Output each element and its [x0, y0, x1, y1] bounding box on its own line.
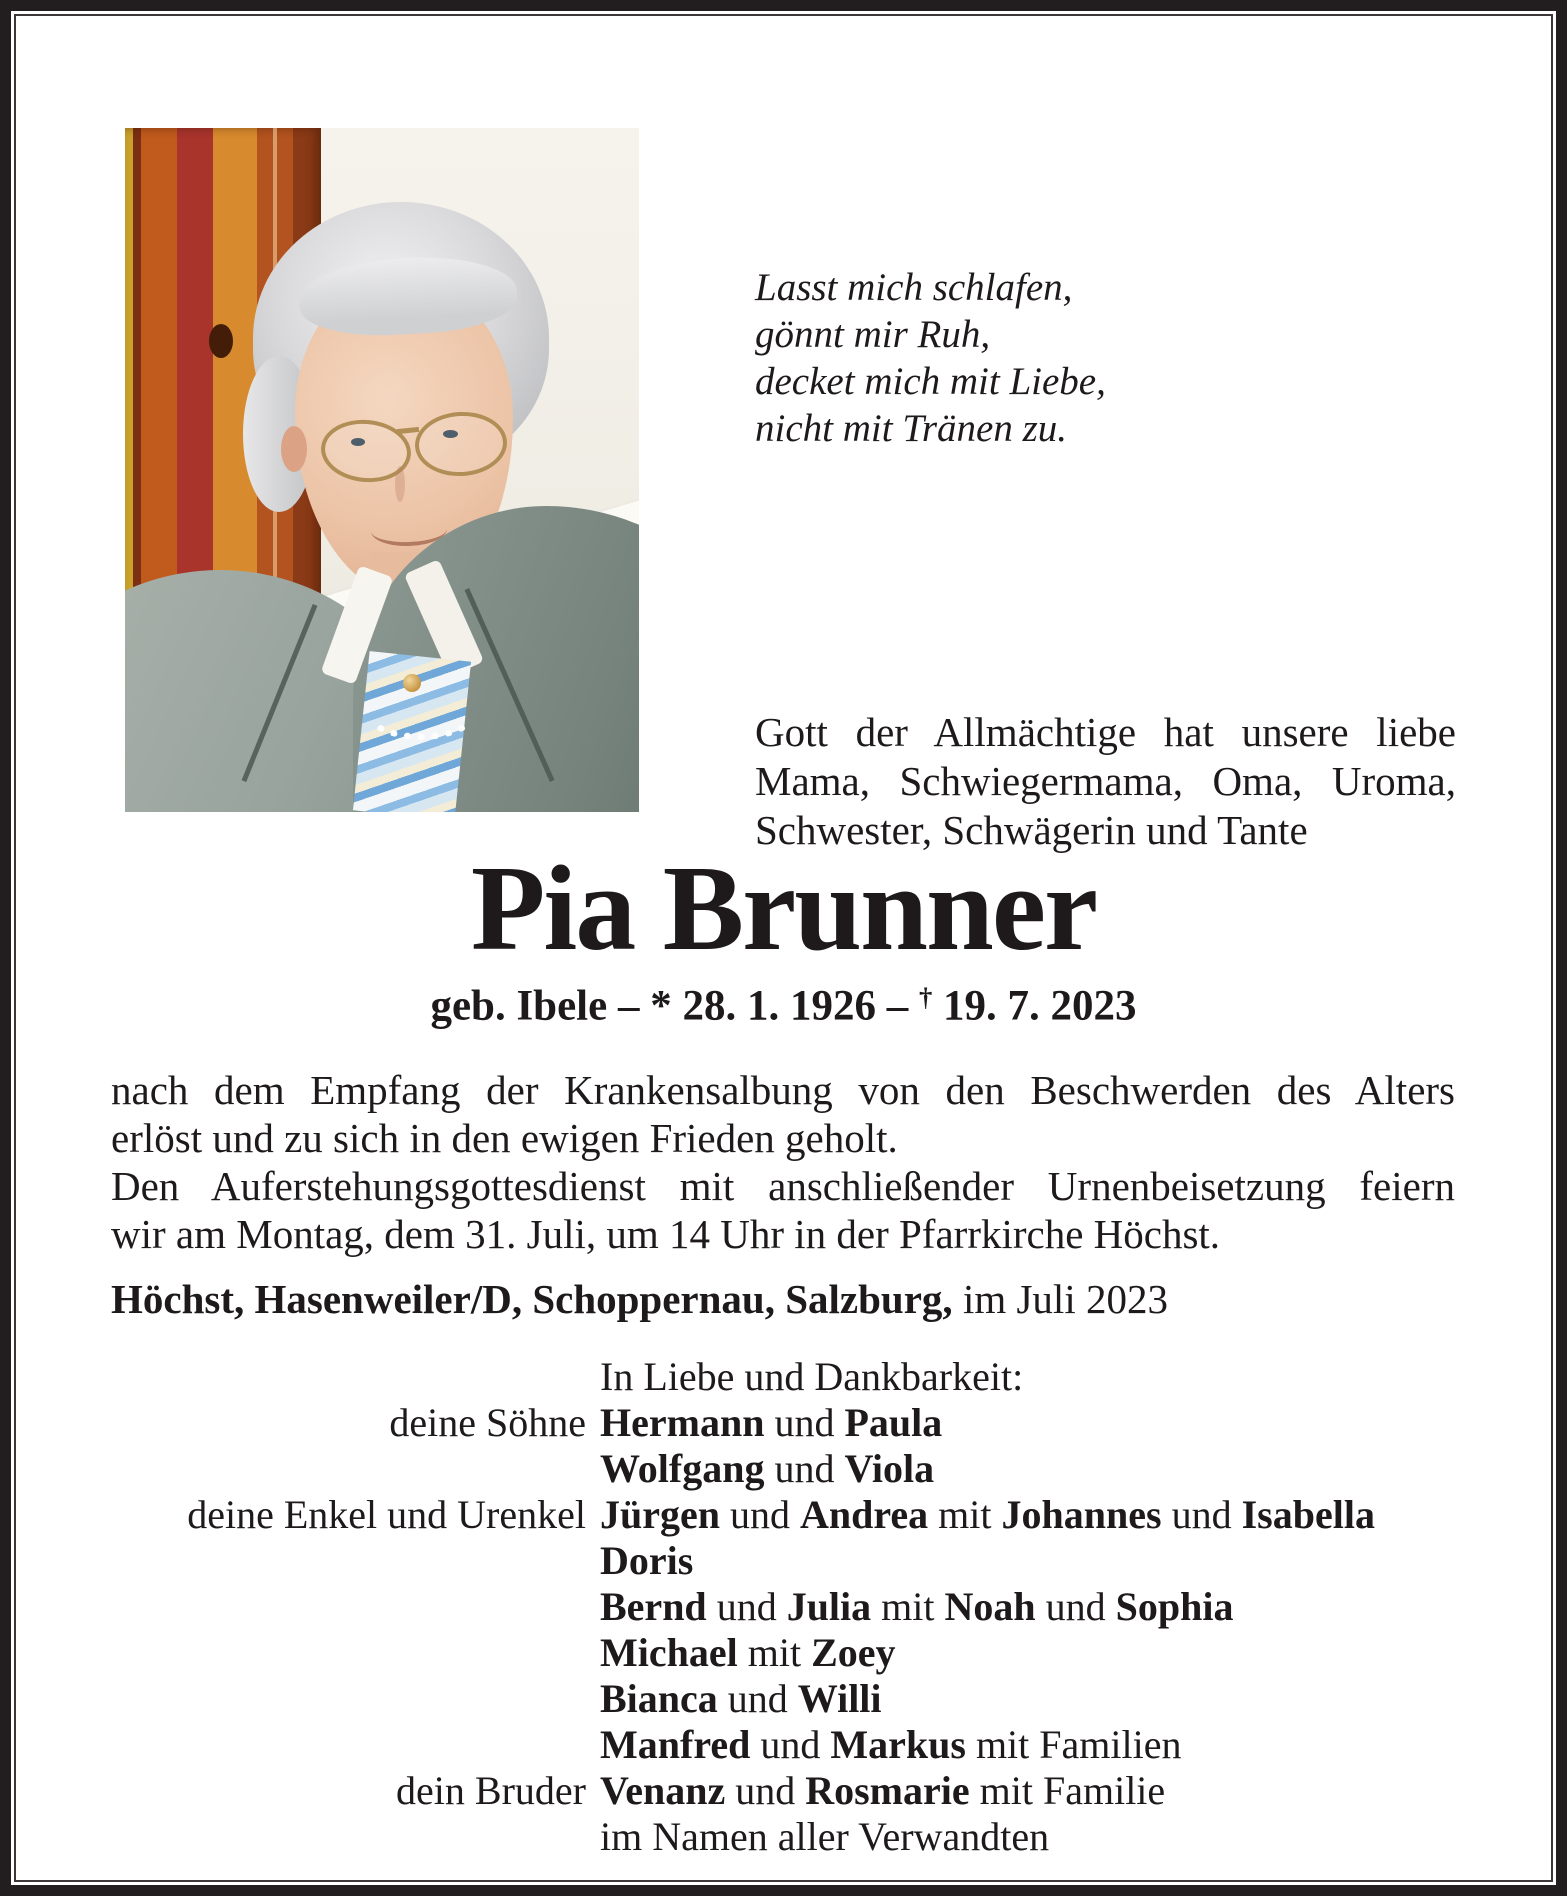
relation-label [111, 1722, 586, 1768]
intro-line: Mama, Schwiegermama, Oma, Uroma, [755, 758, 1456, 804]
family-name-segment: Michael [600, 1630, 738, 1675]
family-name-segment: Hermann [600, 1400, 765, 1445]
family-name-segment: Paula [844, 1400, 943, 1445]
family-row [111, 1400, 1455, 1446]
family-name-segment: Noah [944, 1584, 1036, 1629]
relation-label: dein Bruder [396, 1768, 586, 1813]
photo-pearl-necklace [357, 666, 485, 740]
announcement-line: Den Auferstehungsgottesdienst mit anschließender Urnenbeisetzung feiern [111, 1163, 1455, 1209]
relation-label: deine Söhne [389, 1400, 586, 1445]
family-name-segment: und [1161, 1492, 1242, 1537]
birth-symbol: * [650, 982, 672, 1030]
dateline [111, 1275, 1455, 1323]
dateline-date: im Juli 2023 [952, 1276, 1168, 1322]
family-name-segment: Bianca [600, 1676, 718, 1721]
family-row [111, 1446, 1455, 1492]
family-name-segment: Isabella [1241, 1492, 1375, 1537]
deceased-name: Pia Brunner [470, 841, 1097, 976]
family-name-segment: und [764, 1400, 845, 1445]
family-names [600, 1400, 1455, 1446]
family-row [111, 1722, 1455, 1768]
relation-label [111, 1630, 586, 1676]
death-date: 19. 7. 2023 [932, 982, 1137, 1030]
family-row [111, 1814, 1455, 1860]
announcement-line: wir am Montag, dem 31. Juli, um 14 Uhr in der Pfarrkirche Höchst. [111, 1211, 1221, 1257]
family-row [111, 1492, 1455, 1538]
name-block [16, 841, 1551, 1066]
portrait-photo [125, 128, 639, 812]
intro-line: Schwester, Schwägerin und Tante [755, 807, 1308, 853]
family-name-segment: Andrea [800, 1492, 929, 1537]
poem-line: Lasst mich schlafen, [755, 266, 1073, 309]
family-row [111, 1538, 1455, 1584]
poem-line: decket mich mit Liebe, [755, 360, 1106, 403]
relation-label [111, 1676, 586, 1722]
relation-label [111, 1584, 586, 1630]
family-names [600, 1492, 1455, 1538]
family-name-segment: Johannes [1001, 1492, 1162, 1537]
family-name-segment: und [1035, 1584, 1116, 1629]
family-name-segment: Manfred [600, 1722, 751, 1767]
photo-left-eye [351, 438, 365, 446]
family-row [111, 1584, 1455, 1630]
announcement-intro [755, 708, 1456, 855]
family-names [600, 1446, 1455, 1492]
relation-label [111, 1538, 586, 1584]
family-name-segment: Rosmarie [805, 1768, 970, 1813]
relation-label: deine Enkel und Urenkel [187, 1492, 586, 1537]
family-row [111, 1630, 1455, 1676]
family-name-segment: im Namen aller Verwandten [600, 1814, 1050, 1859]
photo-nose-shadow [395, 466, 405, 502]
poem-line: nicht mit Tränen zu. [755, 407, 1068, 450]
family-name-segment: und [706, 1584, 787, 1629]
family-list [111, 1354, 1455, 1860]
family-name-segment: Venanz [600, 1768, 726, 1813]
family-names [600, 1538, 1455, 1584]
closing-heading: In Liebe und Dankbarkeit: [600, 1354, 1024, 1399]
family-names [600, 1630, 1455, 1676]
family-names [600, 1722, 1455, 1768]
family-names [600, 1814, 1455, 1860]
family-name-segment: Doris [600, 1538, 694, 1583]
family-name-segment: und [720, 1492, 800, 1537]
family-name-segment: und [725, 1768, 806, 1813]
family-name-segment: mit [871, 1584, 945, 1629]
announcement-text [111, 1066, 1455, 1258]
obituary-sheet [14, 14, 1553, 1882]
family-name-segment: Sophia [1115, 1584, 1234, 1629]
header-section [16, 16, 1551, 860]
deceased-dates [16, 982, 1551, 1030]
family-name-segment: Markus [830, 1722, 966, 1767]
family-name-segment: und [717, 1676, 798, 1721]
photo-ear [281, 426, 307, 472]
birth-date: 28. 1. 1926 – [671, 982, 919, 1030]
family-name-segment: mit Familien [965, 1722, 1182, 1767]
relation-label [111, 1446, 586, 1492]
family-names [600, 1584, 1455, 1630]
family-name-segment: Viola [844, 1446, 935, 1491]
family-name-segment: Willi [797, 1676, 882, 1721]
intro-line: Gott der Allmächtige hat unsere liebe [755, 709, 1456, 755]
dateline-places: Höchst, Hasenweiler/D, Schoppernau, Salzburg, [111, 1276, 953, 1322]
family-name-segment: mit [737, 1630, 812, 1675]
death-dagger-symbol: † [918, 982, 933, 1012]
relation-label [111, 1354, 586, 1400]
family-name-segment: Jürgen [600, 1492, 720, 1537]
family-name-segment: und [764, 1446, 845, 1491]
family-name-segment: Wolfgang [600, 1446, 765, 1491]
family-name-segment: mit [928, 1492, 1002, 1537]
family-name-segment: Julia [786, 1584, 872, 1629]
poem-line: gönnt mir Ruh, [755, 313, 991, 356]
photo-wood-knot [209, 324, 233, 358]
closing-heading-row [111, 1354, 1455, 1400]
photo-right-eye [443, 430, 458, 438]
maiden-name: geb. Ibele – [430, 982, 651, 1030]
family-name-segment: Zoey [811, 1630, 896, 1675]
family-name-segment: und [750, 1722, 831, 1767]
family-name-segment: mit Familie [969, 1768, 1166, 1813]
memorial-poem [755, 264, 1106, 452]
family-row [111, 1768, 1455, 1814]
family-row [111, 1676, 1455, 1722]
announcement-line: erlöst und zu sich in den ewigen Frieden geholt. [111, 1115, 898, 1161]
announcement-line: nach dem Empfang der Krankensalbung von den Beschwerden des Alters [111, 1067, 1455, 1113]
family-names [600, 1768, 1455, 1814]
family-name-segment: Bernd [600, 1584, 707, 1629]
relation-label [111, 1814, 586, 1860]
family-names [600, 1676, 1455, 1722]
